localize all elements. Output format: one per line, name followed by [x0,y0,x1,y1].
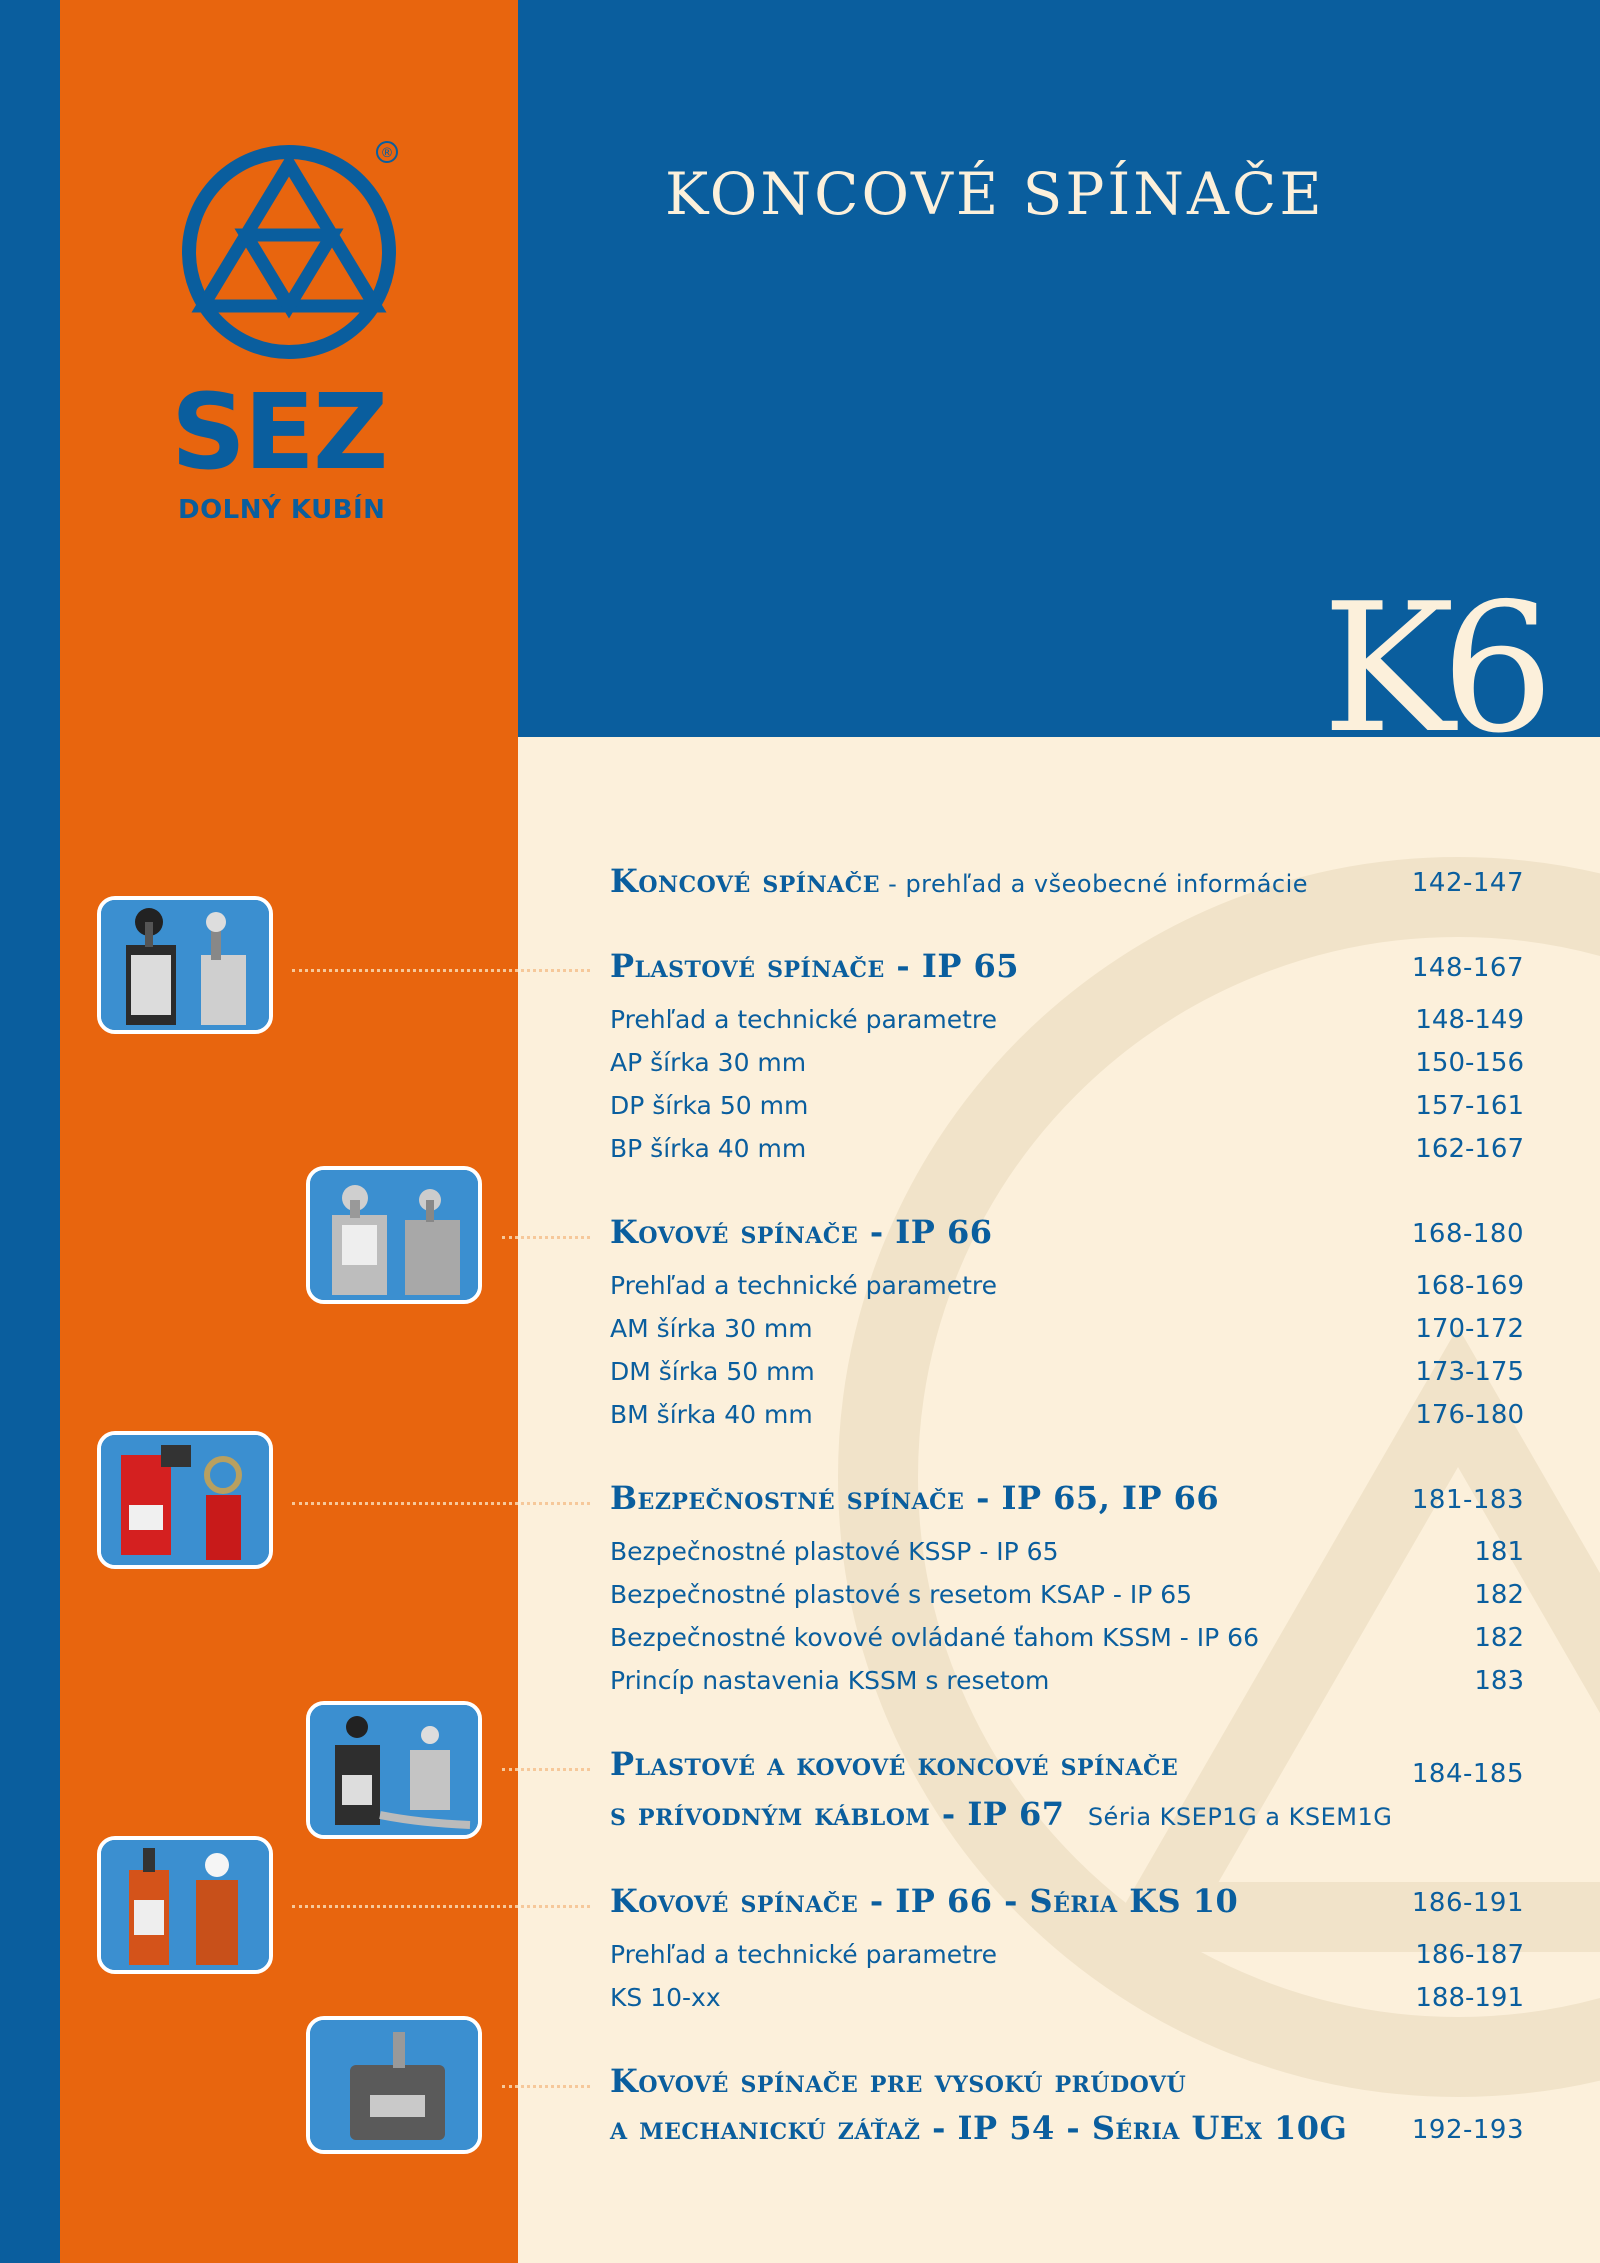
product-thumb-safety [97,1431,273,1569]
toc-plastic [610,947,1524,985]
list-item [610,1134,1524,1163]
toc-item-label: Bezpečnostné kovové ovládané ťahom KSSM - IP 66 [610,1623,1259,1652]
list-item [610,1983,1524,2012]
toc-cable-title-line1: Plastové a kovové koncové spínače [610,1745,1179,1783]
toc-item-label: BP šírka 40 mm [610,1134,807,1163]
toc-item-pages: 186-187 [1415,1940,1524,1970]
list-item [610,1314,1524,1343]
list-item [610,1580,1524,1609]
list-item [610,1357,1524,1386]
product-thumb-ks10 [97,1836,273,1974]
toc-item-pages: 173-175 [1415,1357,1524,1387]
toc-uex-pages: 192-193 [1411,2115,1524,2145]
toc-safety-title: Bezpečnostné spínače - IP 65, IP 66 [610,1479,1220,1517]
leader-plastic [292,969,590,972]
list-item [610,1400,1524,1429]
toc-cable-title-line2: s prívodným káblom - IP 67 [610,1795,1065,1833]
page-title: KONCOVÉ SPÍNAČE [665,160,1325,228]
toc-item-label: Bezpečnostné plastové s resetom KSAP - IP 65 [610,1580,1193,1609]
toc-item-label: AP šírka 30 mm [610,1048,807,1077]
leader-uex [502,2085,590,2088]
brand-name: SEZ [171,371,387,493]
list-item [610,1940,1524,1969]
logo-emblem-icon [175,140,415,360]
sez-logo [171,140,405,525]
toc-metal-title: Kovové spínače - IP 66 [610,1213,993,1251]
toc-item-pages: 170-172 [1415,1314,1524,1344]
leader-metal [502,1236,590,1239]
toc-safety [610,1479,1524,1517]
product-thumb-metal [306,1166,482,1304]
toc-ks10-title: Kovové spínače - IP 66 - Séria KS 10 [610,1882,1239,1920]
product-thumb-uex [306,2016,482,2154]
toc-cable-line2 [610,1795,1524,1833]
toc-overview-suffix: - prehľad a všeobecné informácie [880,870,1309,898]
toc-overview [610,862,1524,900]
toc-item-pages: 182 [1474,1580,1524,1610]
toc-item-label: Princíp nastavenia KSSM s resetom [610,1666,1050,1695]
list-item [610,1623,1524,1652]
toc-cable-pages: 184-185 [1411,1759,1524,1789]
list-item [610,1271,1524,1300]
toc-item-pages: 148-149 [1415,1005,1524,1035]
toc-item-label: KS 10-xx [610,1983,721,2012]
leader-ks10 [292,1905,590,1908]
list-item [610,1048,1524,1077]
list-item [610,1005,1524,1034]
toc-plastic-pages: 148-167 [1411,953,1524,983]
toc-cable [610,1745,1524,1789]
list-item [610,1091,1524,1120]
toc-safety-pages: 181-183 [1411,1485,1524,1515]
leader-safety [292,1502,590,1505]
toc-uex-title-line2: a mechanickú záťaž - IP 54 - Séria UEx 10G [610,2109,1348,2147]
toc-cable-series: Séria KSEP1G a KSEM1G [1087,1803,1393,1831]
toc-uex-line2 [610,2109,1524,2147]
list-item [610,1537,1524,1566]
brand-location: DOLNÝ KUBÍN [178,495,386,525]
toc-item-label: Prehľad a technické parametre [610,1005,998,1034]
toc-item-pages: 188-191 [1415,1983,1524,2013]
product-thumb-cable [306,1701,482,1839]
toc-item-label: BM šírka 40 mm [610,1400,813,1429]
left-blue-stripe [0,0,60,2263]
toc-overview-title: Koncové spínače [610,862,881,900]
toc-item-pages: 162-167 [1415,1134,1524,1164]
toc-metal [610,1213,1524,1251]
toc-item-pages: 157-161 [1415,1091,1524,1121]
toc-item-pages: 176-180 [1415,1400,1524,1430]
toc-item-pages: 150-156 [1415,1048,1524,1078]
toc-metal-pages: 168-180 [1411,1219,1524,1249]
section-code: K6 [1322,565,1541,772]
toc-item-label: AM šírka 30 mm [610,1314,813,1343]
toc-item-label: Prehľad a technické parametre [610,1940,998,1969]
toc-ks10-pages: 186-191 [1411,1888,1524,1918]
toc-item-label: DM šírka 50 mm [610,1357,815,1386]
product-thumb-plastic [97,896,273,1034]
toc-item-pages: 181 [1474,1537,1524,1567]
registered-mark: ® [380,146,394,161]
list-item [610,1666,1524,1695]
toc-item-pages: 182 [1474,1623,1524,1653]
toc-uex [610,2062,1524,2100]
toc-item-label: DP šírka 50 mm [610,1091,809,1120]
toc-item-pages: 168-169 [1415,1271,1524,1301]
toc-uex-title-line1: Kovové spínače pre vysokú prúdovú [610,2062,1187,2100]
toc-overview-pages: 142-147 [1411,868,1524,898]
toc-item-pages: 183 [1474,1666,1524,1696]
toc-ks10 [610,1882,1524,1920]
toc-item-label: Bezpečnostné plastové KSSP - IP 65 [610,1537,1059,1566]
leader-cable [502,1768,590,1771]
toc-item-label: Prehľad a technické parametre [610,1271,998,1300]
toc-plastic-title: Plastové spínače - IP 65 [610,947,1020,985]
